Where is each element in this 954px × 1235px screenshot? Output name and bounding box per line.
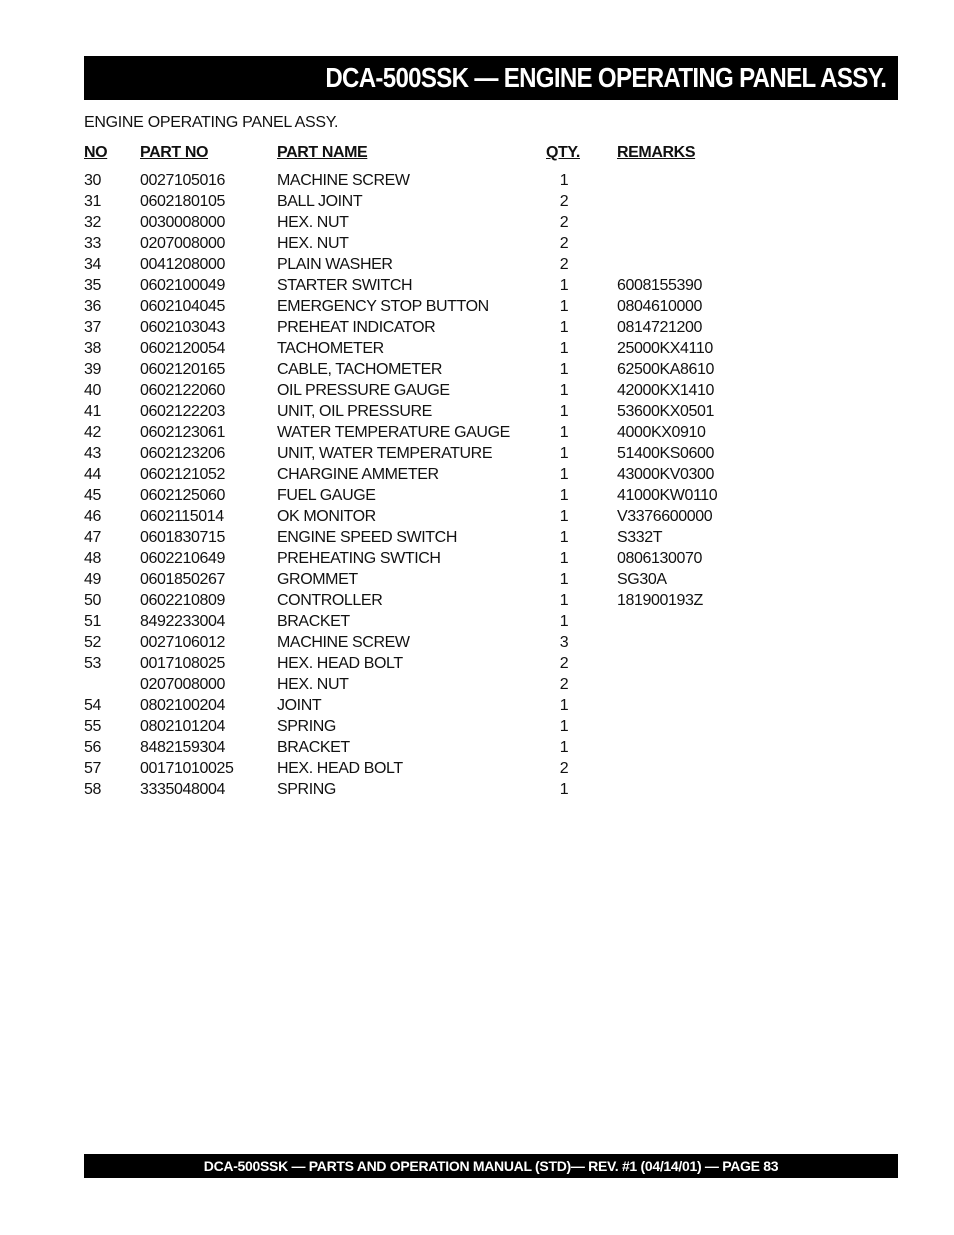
cell-part-no: 8492233004 <box>140 613 225 630</box>
cell-part-no: 0602121052 <box>140 466 225 483</box>
cell-part-no: 0602123206 <box>140 445 225 462</box>
cell-no: 39 <box>84 361 101 378</box>
column-header-part-name: PART NAME <box>277 144 368 161</box>
column-header-no: NO <box>84 144 108 161</box>
cell-qty: 1 <box>559 487 569 504</box>
cell-part-no: 0030008000 <box>140 214 225 231</box>
cell-qty: 1 <box>559 172 569 189</box>
cell-part-no: 8482159304 <box>140 739 225 756</box>
cell-qty: 1 <box>559 718 569 735</box>
cell-qty: 2 <box>559 655 569 672</box>
cell-part-name: ENGINE SPEED SWITCH <box>277 529 457 546</box>
cell-part-no: 0027105016 <box>140 172 225 189</box>
cell-part-name: WATER TEMPERATURE GAUGE <box>277 424 510 441</box>
cell-no: 43 <box>84 445 101 462</box>
cell-remarks: 42000KX1410 <box>617 382 715 399</box>
cell-qty: 1 <box>559 424 569 441</box>
cell-qty: 1 <box>559 361 569 378</box>
cell-part-name: OK MONITOR <box>277 508 376 525</box>
cell-part-name: TACHOMETER <box>277 340 384 357</box>
cell-part-name: SPRING <box>277 781 336 798</box>
cell-no: 44 <box>84 466 101 483</box>
cell-part-no: 00171010025 <box>140 760 234 777</box>
cell-no: 30 <box>84 172 101 189</box>
cell-no: 41 <box>84 403 101 420</box>
cell-no: 54 <box>84 697 101 714</box>
cell-part-no: 0601850267 <box>140 571 225 588</box>
cell-part-name: BRACKET <box>277 739 350 756</box>
cell-remarks: 43000KV0300 <box>617 466 715 483</box>
cell-remarks: 4000KX0910 <box>617 424 706 441</box>
cell-qty: 1 <box>559 319 569 336</box>
cell-qty: 1 <box>559 529 569 546</box>
cell-part-name: HEX. NUT <box>277 214 349 231</box>
cell-no: 51 <box>84 613 101 630</box>
cell-remarks: 6008155390 <box>617 277 702 294</box>
cell-no: 32 <box>84 214 101 231</box>
page-title-bar <box>84 56 898 100</box>
cell-part-name: HEX. NUT <box>277 676 349 693</box>
cell-no: 42 <box>84 424 101 441</box>
cell-part-no: 0602120054 <box>140 340 225 357</box>
cell-no: 49 <box>84 571 101 588</box>
page-footer: DCA-500SSK — PARTS AND OPERATION MANUAL (STD)— REV. #1 (04/14/01) — PAGE 83 <box>203 1158 779 1174</box>
column-header-remarks: REMARKS <box>617 144 696 161</box>
cell-part-no: 0207008000 <box>140 676 225 693</box>
cell-part-no: 3335048004 <box>140 781 225 798</box>
cell-part-name: CONTROLLER <box>277 592 383 609</box>
cell-qty: 1 <box>559 508 569 525</box>
cell-no: 47 <box>84 529 101 546</box>
cell-qty: 2 <box>559 214 569 231</box>
cell-qty: 1 <box>559 571 569 588</box>
cell-part-no: 0602120165 <box>140 361 225 378</box>
cell-no: 34 <box>84 256 101 273</box>
cell-part-no: 0602103043 <box>140 319 225 336</box>
cell-qty: 1 <box>559 298 569 315</box>
cell-part-no: 0601830715 <box>140 529 225 546</box>
cell-remarks: S332T <box>617 529 663 546</box>
cell-qty: 1 <box>559 445 569 462</box>
cell-part-no: 0017108025 <box>140 655 225 672</box>
column-header-part-no: PART NO <box>140 144 209 161</box>
cell-qty: 2 <box>559 235 569 252</box>
cell-remarks: SG30A <box>617 571 667 588</box>
cell-part-name: STARTER SWITCH <box>277 277 413 294</box>
cell-part-name: UNIT, WATER TEMPERATURE <box>277 445 493 462</box>
cell-qty: 1 <box>559 739 569 756</box>
cell-part-name: JOINT <box>277 697 322 714</box>
cell-part-name: HEX. HEAD BOLT <box>277 760 403 777</box>
cell-no: 52 <box>84 634 101 651</box>
cell-part-no: 0602104045 <box>140 298 225 315</box>
cell-remarks: V3376600000 <box>617 508 713 525</box>
cell-no: 57 <box>84 760 101 777</box>
cell-qty: 1 <box>559 382 569 399</box>
cell-remarks: 0804610000 <box>617 298 702 315</box>
cell-qty: 1 <box>559 613 569 630</box>
cell-qty: 1 <box>559 403 569 420</box>
cell-part-no: 0207008000 <box>140 235 225 252</box>
column-header-qty: QTY. <box>546 144 580 161</box>
cell-no: 48 <box>84 550 101 567</box>
cell-remarks: 181900193Z <box>617 592 703 609</box>
section-title: ENGINE OPERATING PANEL ASSY. <box>84 114 339 131</box>
cell-qty: 1 <box>559 781 569 798</box>
cell-qty: 1 <box>559 277 569 294</box>
cell-part-name: EMERGENCY STOP BUTTON <box>277 298 489 315</box>
cell-remarks: 0806130070 <box>617 550 702 567</box>
cell-part-name: SPRING <box>277 718 336 735</box>
cell-no: 31 <box>84 193 101 210</box>
cell-qty: 1 <box>559 592 569 609</box>
cell-no: 40 <box>84 382 101 399</box>
cell-no: 55 <box>84 718 101 735</box>
cell-no: 58 <box>84 781 101 798</box>
cell-remarks: 62500KA8610 <box>617 361 715 378</box>
cell-part-name: BRACKET <box>277 613 350 630</box>
cell-part-name: CABLE, TACHOMETER <box>277 361 443 378</box>
cell-qty: 2 <box>559 193 569 210</box>
cell-no: 37 <box>84 319 101 336</box>
cell-part-no: 0602125060 <box>140 487 225 504</box>
cell-part-name: MACHINE SCREW <box>277 634 410 651</box>
cell-remarks: 53600KX0501 <box>617 403 715 420</box>
cell-part-no: 0602115014 <box>140 508 224 525</box>
cell-part-name: BALL JOINT <box>277 193 363 210</box>
cell-part-name: PREHEATING SWTICH <box>277 550 441 567</box>
cell-part-name: UNIT, OIL PRESSURE <box>277 403 432 420</box>
cell-part-name: FUEL GAUGE <box>277 487 376 504</box>
cell-part-no: 0041208000 <box>140 256 225 273</box>
cell-part-no: 0027106012 <box>140 634 225 651</box>
cell-no: 33 <box>84 235 101 252</box>
cell-remarks: 25000KX4110 <box>617 340 713 357</box>
cell-part-no: 0602180105 <box>140 193 225 210</box>
cell-remarks: 41000KW0110 <box>617 487 718 504</box>
cell-no: 35 <box>84 277 101 294</box>
cell-qty: 2 <box>559 760 569 777</box>
cell-part-no: 0602100049 <box>140 277 225 294</box>
cell-part-name: PLAIN WASHER <box>277 256 393 273</box>
cell-part-no: 0602122060 <box>140 382 225 399</box>
cell-part-no: 0602210809 <box>140 592 225 609</box>
cell-part-name: OIL PRESSURE GAUGE <box>277 382 450 399</box>
cell-qty: 1 <box>559 550 569 567</box>
cell-part-name: PREHEAT INDICATOR <box>277 319 436 336</box>
cell-no: 53 <box>84 655 101 672</box>
cell-no: 36 <box>84 298 101 315</box>
cell-no: 38 <box>84 340 101 357</box>
page-footer-bar <box>84 1154 898 1178</box>
cell-no: 50 <box>84 592 101 609</box>
cell-part-name: HEX. NUT <box>277 235 349 252</box>
cell-part-name: MACHINE SCREW <box>277 172 410 189</box>
cell-qty: 1 <box>559 340 569 357</box>
cell-part-name: GROMMET <box>277 571 358 588</box>
cell-qty: 2 <box>559 256 569 273</box>
cell-part-no: 0802100204 <box>140 697 225 714</box>
cell-part-name: HEX. HEAD BOLT <box>277 655 403 672</box>
cell-part-no: 0602123061 <box>140 424 225 441</box>
cell-qty: 3 <box>559 634 569 651</box>
cell-no: 46 <box>84 508 101 525</box>
cell-qty: 1 <box>559 466 569 483</box>
cell-remarks: 51400KS0600 <box>617 445 715 462</box>
cell-qty: 2 <box>559 676 569 693</box>
cell-part-no: 0802101204 <box>140 718 225 735</box>
cell-no: 56 <box>84 739 101 756</box>
cell-no: 45 <box>84 487 101 504</box>
cell-qty: 1 <box>559 697 569 714</box>
cell-part-name: CHARGINE AMMETER <box>277 466 439 483</box>
cell-part-no: 0602122203 <box>140 403 225 420</box>
cell-remarks: 0814721200 <box>617 319 702 336</box>
page-title: DCA-500SSK — ENGINE OPERATING PANEL ASSY. <box>325 62 886 93</box>
cell-part-no: 0602210649 <box>140 550 225 567</box>
